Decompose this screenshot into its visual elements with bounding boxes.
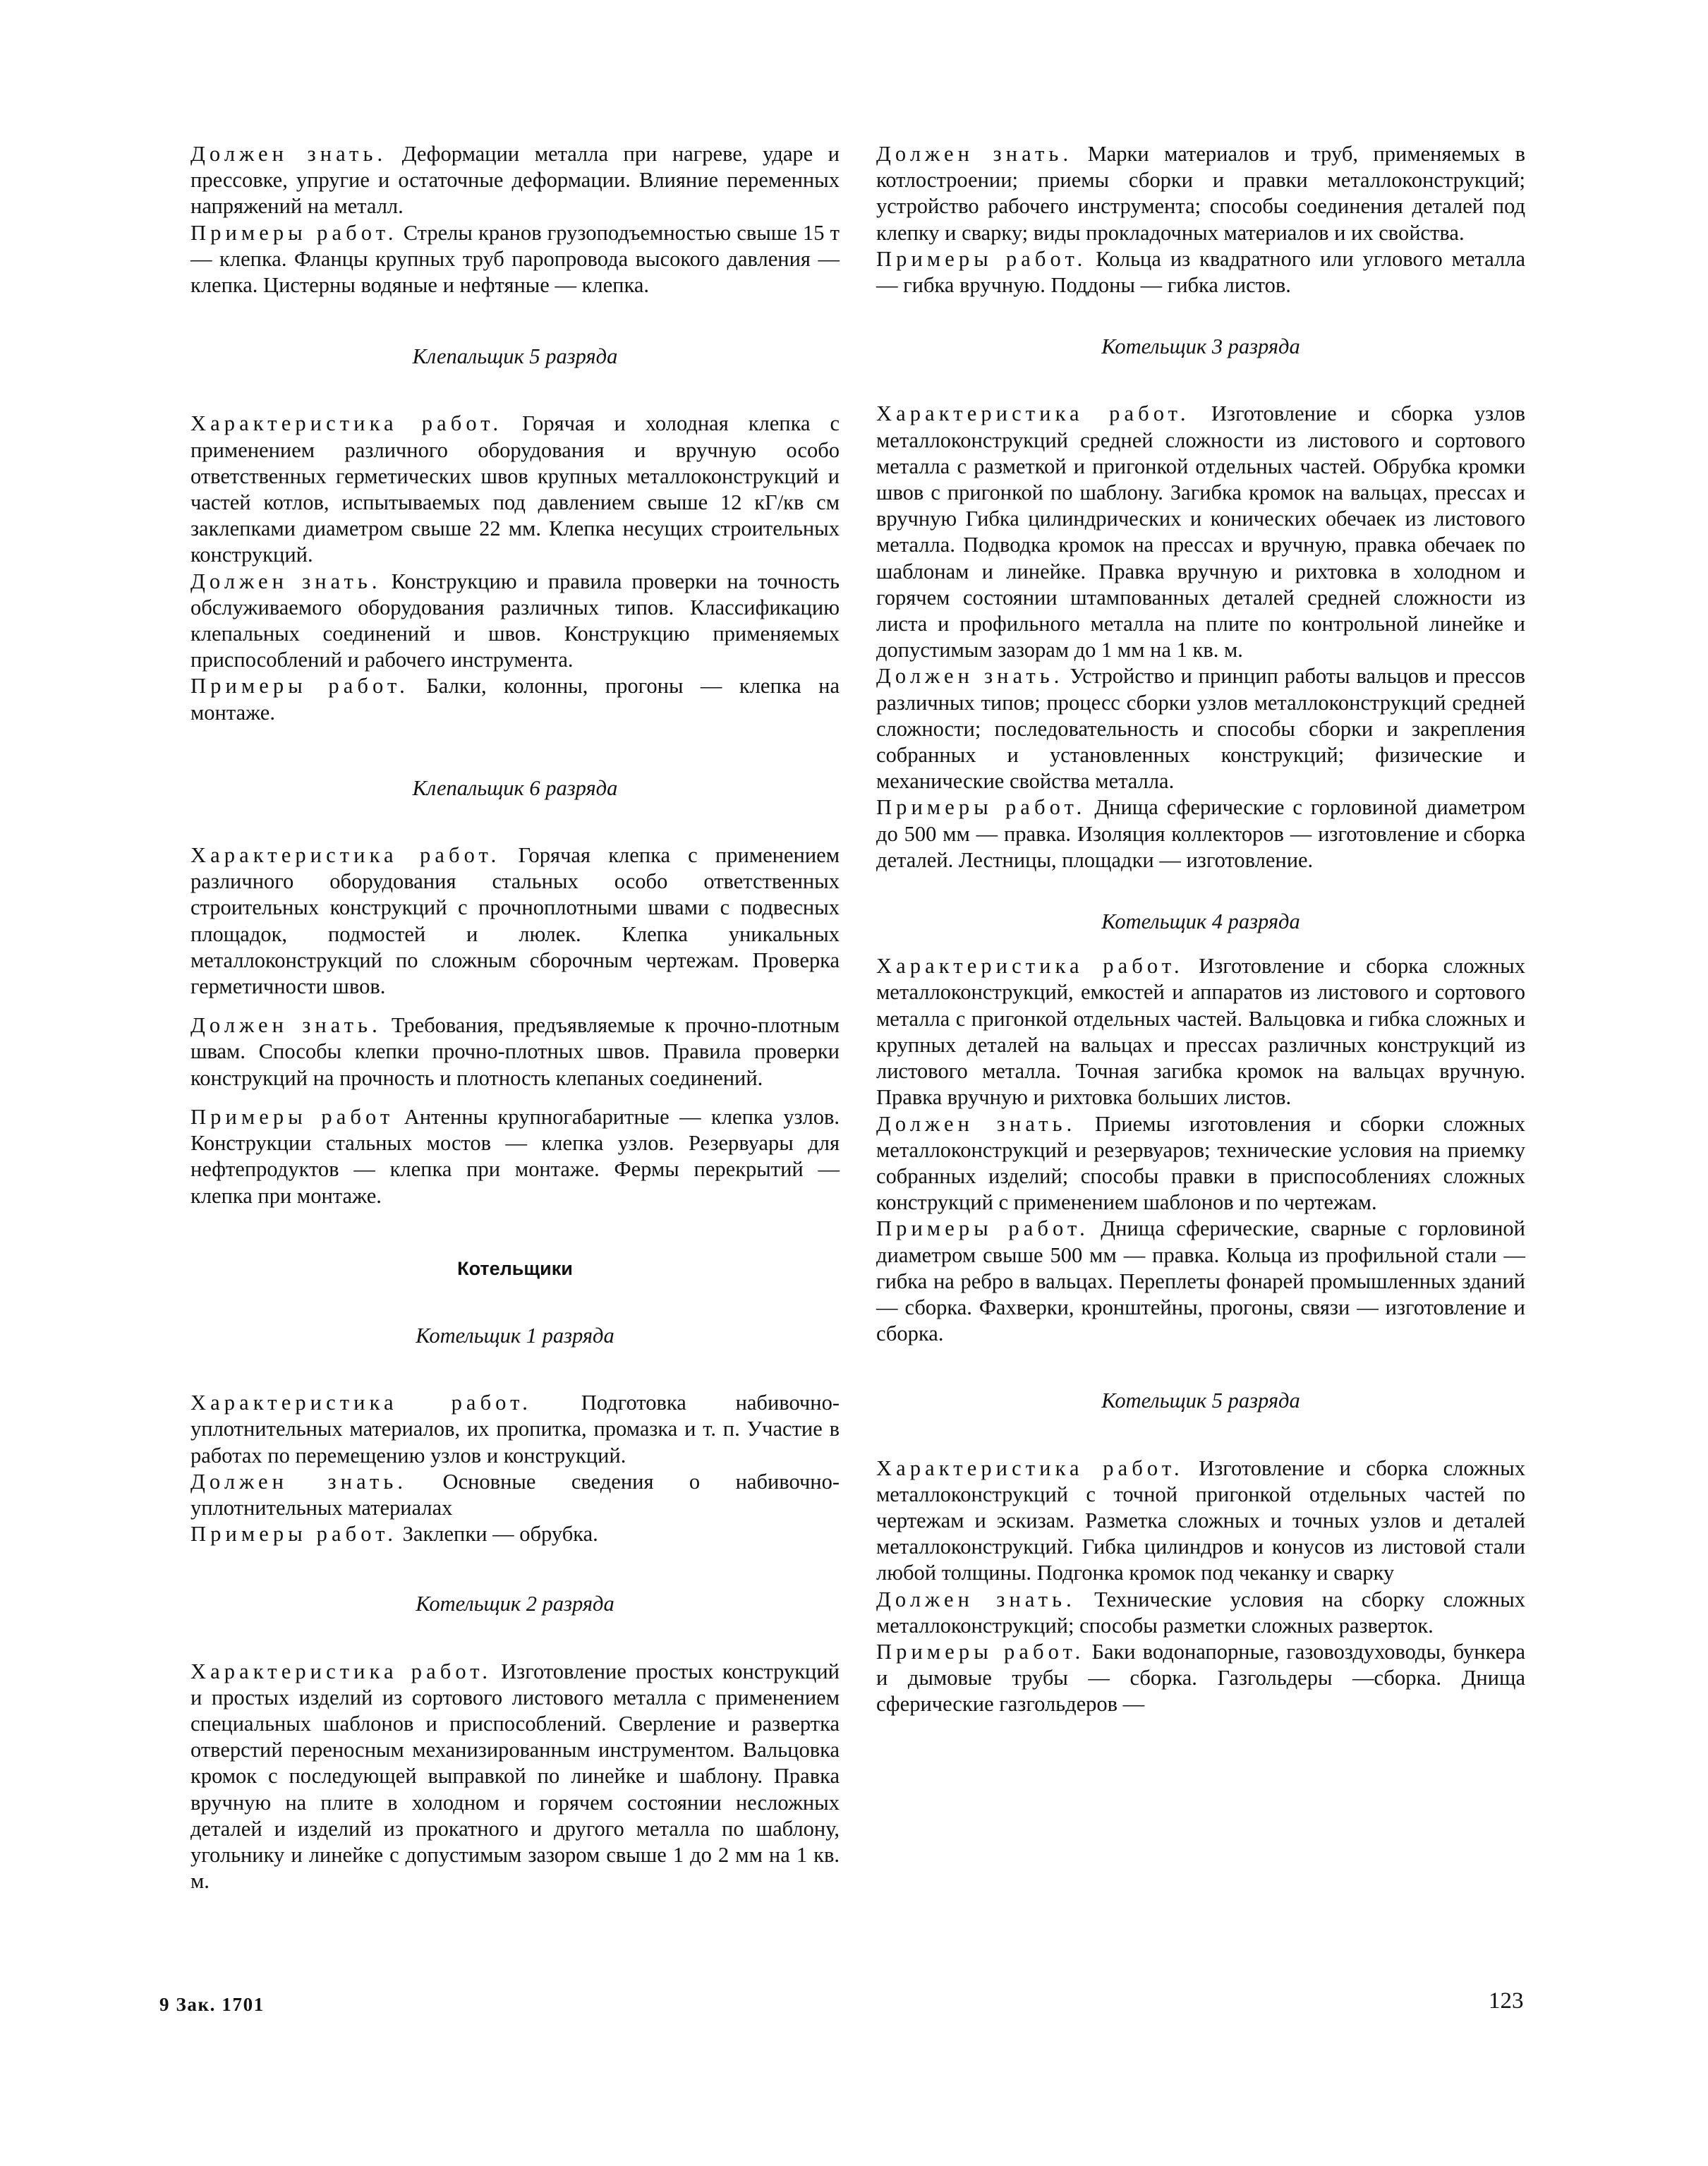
paragraph-text: Изготовление и сборка сложных металлоконструкций с точной пригонкой отдельных частей по чертежам и эскизам. Разметка сложных и точных узлов и деталей металлоконструкций. Гибка цилиндров и конусов из листовой стали любой толщины. Подгонка кромок под чеканку и сварку bbox=[876, 1456, 1525, 1585]
paragraph bbox=[190, 1659, 840, 1895]
section-heading: Котельщик 5 разряда bbox=[1101, 1388, 1300, 1413]
paragraph-label: Должен знать. bbox=[190, 1469, 408, 1494]
paragraph-label: Должен знать. bbox=[190, 1013, 382, 1038]
paragraph-label: Характеристика работ. bbox=[190, 1391, 532, 1415]
paragraph-text: Приемы изготовления и сборки сложных металлоконструкций и резервуаров; технические условия на приемку собранных изделий; способы правки в приспособлениях сложных конструкций с применением шаблонов и по чертежам. bbox=[876, 1111, 1525, 1215]
paragraph-text: Антенны крупногабаритные — клепка узлов. Конструкции стальных мостов — клепка узлов. Резервуары для нефтепродуктов — клепка при монтаже. Фермы перекрытий — клепка при монтаже. bbox=[190, 1104, 840, 1208]
paragraph-text: Изготовление и сборка узлов металлоконструкций средней сложности из листового и сортового металла с разметкой и пригонкой отдельных частей. Обрубка кромки швов с пригонкой по шаблону. Загибка кромок на вальцах, прессах и вручную Гибка цилиндрических и конических обечаек из листового металла. Подводка кромок на прессах и вручную, правка обечаек по шаблонам и линейке. Правка вручную и рихтовка в холодном и горячем состоянии штампованных деталей средней сложности из листа и профильного металла на плите по контрольной линейке и допустимым зазорам до 1 мм на 1 кв. м. bbox=[876, 401, 1525, 662]
paragraph-text: Кольца из квадратного или углового металла — гибка вручную. Поддоны — гибка листов. bbox=[876, 246, 1525, 298]
section-heading: Котельщик 1 разряда bbox=[416, 1323, 614, 1348]
paragraph-text: Подготовка набивочно-уплотнительных материалов, их пропитка, промазка и т. п. Участие в работах по перемещению узлов и конструкций. bbox=[190, 1391, 840, 1468]
paragraph-text: Днища сферические, сварные с горловиной диаметром свыше 500 мм — правка. Кольца из профильной стали — гибка на ребро в вальцах. Переплеты фонарей промышленных зданий — сборка. Фахверки, кронштейны, прогоны, связи — изготовление и сборка. bbox=[876, 1216, 1525, 1346]
paragraph-label: Примеры работ. bbox=[190, 674, 409, 698]
section-heading: Клепальщик 6 разряда bbox=[412, 775, 618, 800]
paragraph bbox=[190, 1104, 840, 1209]
paragraph-label: Характеристика работ. bbox=[876, 954, 1184, 979]
paragraph-label: Должен знать. bbox=[876, 664, 1064, 689]
paragraph bbox=[876, 1639, 1525, 1718]
paragraph bbox=[190, 1012, 840, 1091]
paragraph bbox=[190, 1469, 840, 1521]
paragraph bbox=[190, 411, 840, 568]
paragraph-text: Горячая клепка с применением различного оборудования стальных особо ответственных строительных конструкций с прочноплотными швами с подвесных площадок, подмостей и люлек. Клепка уникальных металлоконструкций по сложным сборочным чертежам. Проверка герметичности швов. bbox=[190, 843, 840, 999]
left-column bbox=[190, 141, 840, 1894]
paragraph-label: Должен знать. bbox=[876, 142, 1073, 166]
paragraph-text: Стрелы кранов грузоподъемностью свыше 15 т — клепка. Фланцы крупных труб паропровода высокого давления — клепка. Цистерны водяные и нефтяные — клепка. bbox=[190, 220, 840, 298]
paragraph bbox=[190, 220, 840, 299]
section-heading: Клепальщик 5 разряда bbox=[412, 344, 618, 369]
section-heading: Котельщик 3 разряда bbox=[1101, 334, 1300, 359]
chapter-title: Котельщики bbox=[457, 1257, 573, 1279]
paragraph-text: Изготовление и сборка сложных металлоконструкций, емкостей и аппаратов из листового и сортового металла с пригонкой отдельных частей. Вальцовка и гибка сложных и крупных деталей на вальцах и прессах различных конструкций из листового металла. Точная загибка кромок на вальцах вручную. Правка вручную и рихтовка больших листов. bbox=[876, 954, 1525, 1110]
paragraph-label: Примеры работ. bbox=[190, 1522, 398, 1547]
paragraph-text: Балки, колонны, прогоны — клепка на монтаже. bbox=[190, 674, 840, 725]
paragraph-text: Требования, предъявляемые к прочно-плотным швам. Способы клепки прочно-плотных швов. Правила проверки конструкций на прочность и плотность клепаных соединений. bbox=[190, 1013, 840, 1090]
paragraph bbox=[876, 246, 1525, 298]
paragraph bbox=[190, 1521, 840, 1547]
paragraph bbox=[876, 401, 1525, 663]
paragraph bbox=[876, 663, 1525, 794]
paragraph-text: Устройство и принцип работы вальцов и прессов различных типов; процесс сборки узлов металлоконструкций средней сложности; последовательность и способы сборки и закрепления собранных и установленных конструкций; физические и механические свойства металла. bbox=[876, 664, 1526, 794]
section-heading: Котельщик 4 разряда bbox=[1101, 909, 1300, 934]
paragraph bbox=[876, 1587, 1525, 1639]
paragraph-label: Характеристика работ. bbox=[190, 411, 503, 436]
order-number: 9 Зак. 1701 bbox=[159, 1994, 265, 2015]
paragraph-label: Примеры работ. bbox=[876, 1639, 1085, 1664]
paragraph-label: Примеры работ. bbox=[876, 795, 1086, 820]
paragraph-label: Характеристика работ. bbox=[190, 1659, 492, 1683]
paragraph-text: Заклепки — обрубка. bbox=[397, 1522, 598, 1547]
paragraph bbox=[190, 569, 840, 674]
paragraph bbox=[190, 1390, 840, 1469]
paragraph-text: Конструкцию и правила проверки на точность обслуживаемого оборудования различных типов. Классификацию клепальных соединений и швов. Конструкцию применяемых приспособлений и рабочего инструмента. bbox=[190, 569, 840, 672]
paragraph-label: Характеристика работ. bbox=[190, 843, 501, 868]
paragraph bbox=[190, 141, 840, 220]
paragraph-label: Примеры работ bbox=[190, 1104, 394, 1129]
paragraph bbox=[876, 1111, 1525, 1216]
paragraph-text: Днища сферические с горловиной диаметром до 500 мм — правка. Изоляция коллекторов — изготовление и сборка деталей. Лестницы, площадки — изготовление. bbox=[876, 795, 1525, 872]
paragraph-label: Должен знать. bbox=[190, 569, 382, 593]
paragraph bbox=[190, 842, 840, 1000]
page-number: 123 bbox=[1489, 1988, 1524, 2014]
paragraph bbox=[876, 794, 1525, 873]
paragraph bbox=[876, 1456, 1525, 1587]
paragraph bbox=[876, 141, 1525, 246]
paragraph-text: Основные сведения о набивочно-уплотнительных материалах bbox=[190, 1469, 840, 1520]
paragraph-label: Должен знать. bbox=[876, 1587, 1076, 1611]
paragraph-text: Баки водонапорные, газовоздуховоды, бункера и дымовые трубы — сборка. Газгольдеры —сборка. Днища сферические газгольдеров — bbox=[876, 1639, 1525, 1717]
section-heading: Котельщик 2 разряда bbox=[416, 1592, 614, 1616]
paragraph-text: Изготовление простых конструкций и простых изделий из сортового листового металла с применением специальных шаблонов и приспособлений. Сверление и развертка отверстий переносным механизированным инструментом. Вальцовка кромок с последующей выправкой по линейке и шаблону. Правка вручную на плите в холодном и горячем состоянии несложных деталей и изделий из прокатного и другого металла по шаблону, угольнику и линейке с допустимым зазором свыше 1 до 2 мм на 1 кв. м. bbox=[190, 1659, 840, 1894]
paragraph-label: Примеры работ. bbox=[190, 220, 398, 245]
paragraph-label: Характеристика работ. bbox=[876, 401, 1190, 426]
paragraph bbox=[876, 1216, 1525, 1347]
paragraph-label: Должен знать. bbox=[876, 1111, 1077, 1136]
paragraph-text: Деформации металла при нагреве, ударе и прессовке, упругие и остаточные деформации. Влияние переменных напряжений на металл. bbox=[190, 142, 840, 219]
paragraph-text: Технические условия на сборку сложных металлоконструкций; способы разметки сложных разверток. bbox=[876, 1587, 1526, 1638]
paragraph-label: Примеры работ. bbox=[876, 1216, 1089, 1241]
paragraph-label: Примеры работ. bbox=[876, 246, 1087, 271]
paragraph-label: Должен знать. bbox=[190, 142, 387, 166]
paragraph bbox=[190, 673, 840, 725]
paragraph bbox=[876, 953, 1525, 1111]
paragraph-label: Характеристика работ. bbox=[876, 1456, 1184, 1480]
paragraph-text: Горячая и холодная клепка с применением различного оборудования и вручную особо ответственных герметических швов крупных металлоконструкций и частей котлов, испытываемых под давлением свыше 12 кГ/кв см заклепками диаметром свыше 22 мм. Клепка несущих строительных конструкций. bbox=[190, 411, 840, 567]
right-column bbox=[876, 141, 1525, 1718]
paragraph-text: Марки материалов и труб, применяемых в котлостроении; приемы сборки и правки металлоконструкций; устройство рабочего инструмента; способы соединения деталей под клепку и сварку; виды прокладочных материалов и их свойства. bbox=[876, 142, 1525, 245]
